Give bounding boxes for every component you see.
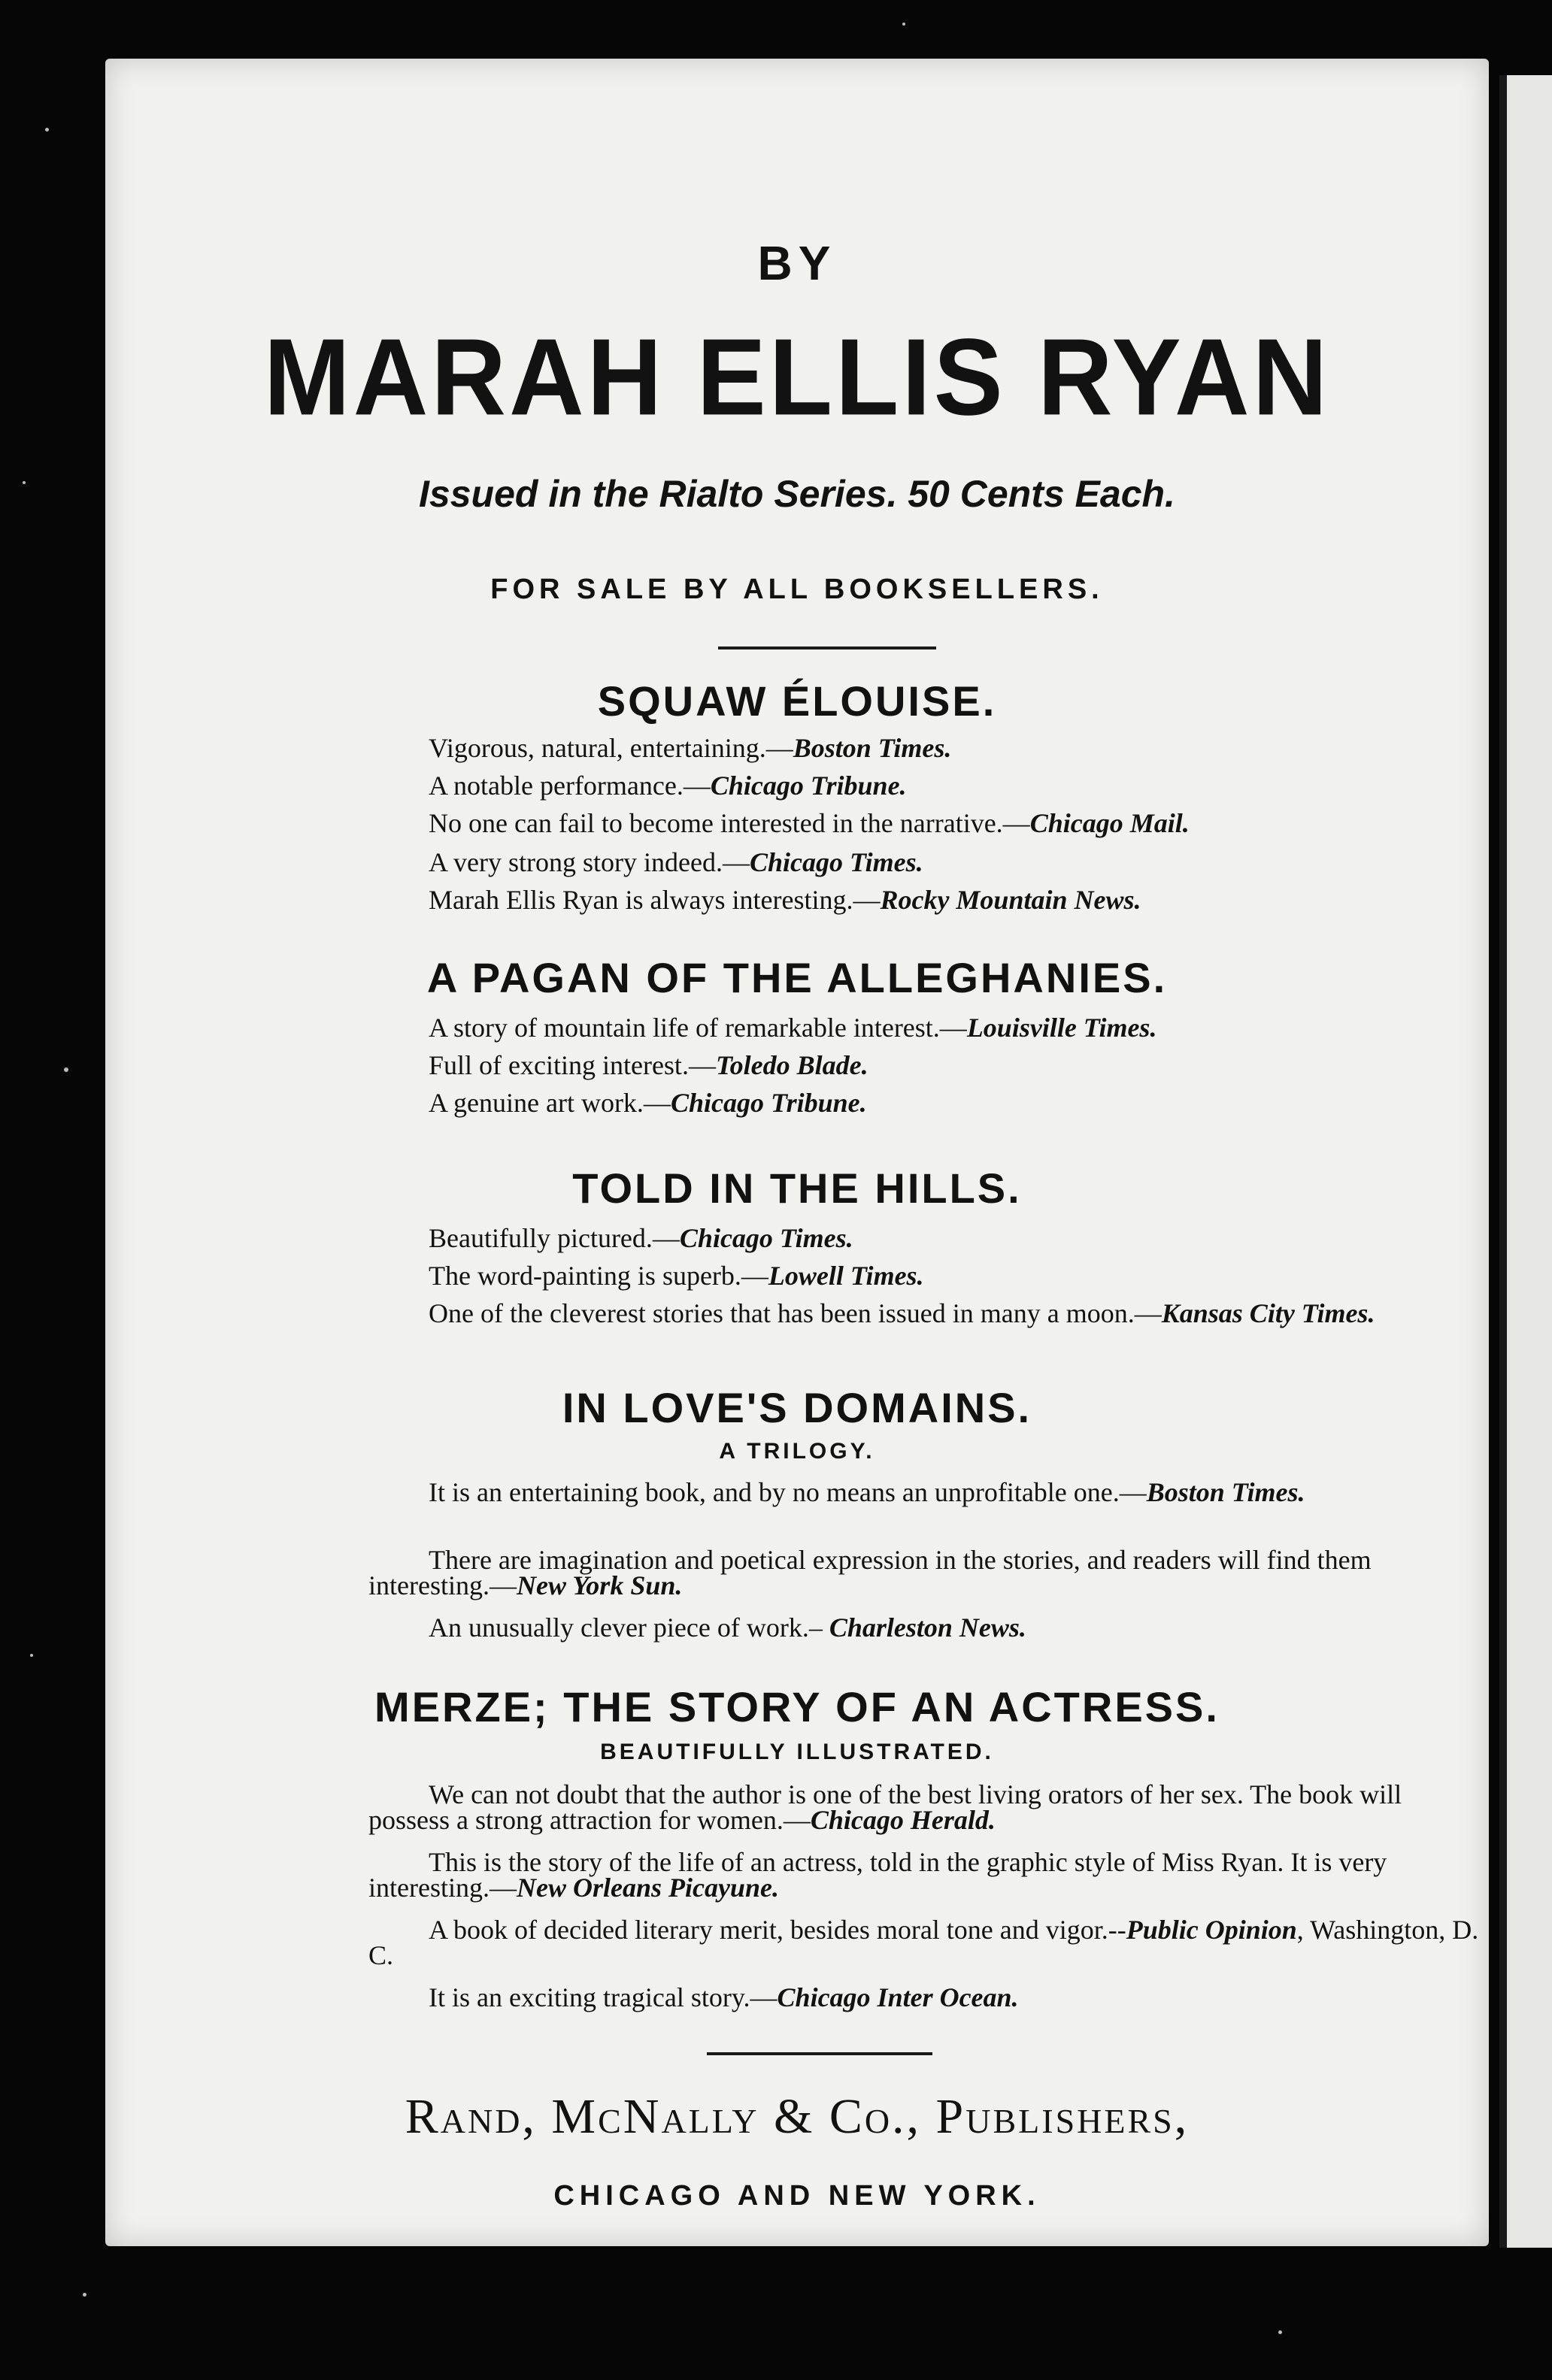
review-quote: Marah Ellis Ryan is always interesting.—Rocky Mountain News. [429,885,1141,915]
divider-rule [707,2052,932,2055]
review-quote: One of the cleverest stories that has been issued in many a moon.—Kansas City Times. [429,1298,1375,1328]
review-quote: A book of decided literary merit, besides moral tone and vigor.--Public Opinion, Washington, D. C. [368,1915,1479,1970]
review-quote: The word-painting is superb.—Lowell Times. [429,1261,924,1291]
document-page [105,59,1489,2246]
by-label: BY [757,236,837,290]
film-speck [64,1067,68,1072]
publisher-cities: CHICAGO AND NEW YORK. [553,2180,1041,2212]
review-quote: A notable performance.—Chicago Tribune. [429,771,907,801]
film-speck [23,481,26,484]
review-quote: It is an exciting tragical story.—Chicago Inter Ocean. [429,1982,1019,2012]
divider-rule [718,646,936,650]
review-quote: Full of exciting interest.—Toledo Blade. [429,1050,868,1080]
book-title: MERZE; THE STORY OF AN ACTRESS. [374,1683,1220,1730]
review-quote: This is the story of the life of an actress, told in the graphic style of Miss Ryan. It is very interesting.—New Orleans Picayune. [368,1847,1387,1903]
author-name: MARAH ELLIS RYAN [263,316,1331,438]
film-speck [902,23,905,26]
book-subtitle: BEAUTIFULLY ILLUSTRATED. [600,1740,994,1764]
book-title: A PAGAN OF THE ALLEGHANIES. [426,954,1168,1001]
film-speck [83,2293,86,2297]
book-subtitle: A TRILOGY. [719,1439,875,1464]
review-quote: A very strong story indeed.—Chicago Times. [429,847,923,877]
review-quote: We can not doubt that the author is one of the best living orators of her sex. The book will possess a strong attraction for women.—Chicago Herald. [368,1779,1402,1835]
series-line: Issued in the Rialto Series. 50 Cents Each. [419,473,1175,515]
book-title: SQUAW ÉLOUISE. [597,677,997,725]
review-quote: Vigorous, natural, entertaining.—Boston Times. [429,733,952,763]
review-quote: Beautifully pictured.—Chicago Times. [429,1223,853,1253]
book-title: TOLD IN THE HILLS. [572,1164,1022,1212]
review-quote: There are imagination and poetical expression in the stories, and readers will find them interesting.—New York Sun. [368,1545,1372,1600]
review-quote: An unusually clever piece of work.– Charleston News. [429,1612,1026,1643]
review-quote: A genuine art work.—Chicago Tribune. [429,1088,867,1118]
review-quote: A story of mountain life of remarkable interest.—Louisville Times. [429,1013,1157,1043]
film-speck [45,128,49,132]
book-title: IN LOVE'S DOMAINS. [562,1384,1032,1431]
publisher-name: Rand, McNally & Co., Publishers, [405,2089,1190,2144]
review-quote: It is an entertaining book, and by no means an unprofitable one.—Boston Times. [429,1477,1305,1507]
sale-line: FOR SALE BY ALL BOOKSELLERS. [490,574,1104,605]
review-quote: No one can fail to become interested in the narrative.—Chicago Mail. [429,808,1190,838]
film-speck [1278,2330,1282,2334]
film-speck [30,1654,33,1657]
adjacent-page-edge [1499,75,1552,2248]
